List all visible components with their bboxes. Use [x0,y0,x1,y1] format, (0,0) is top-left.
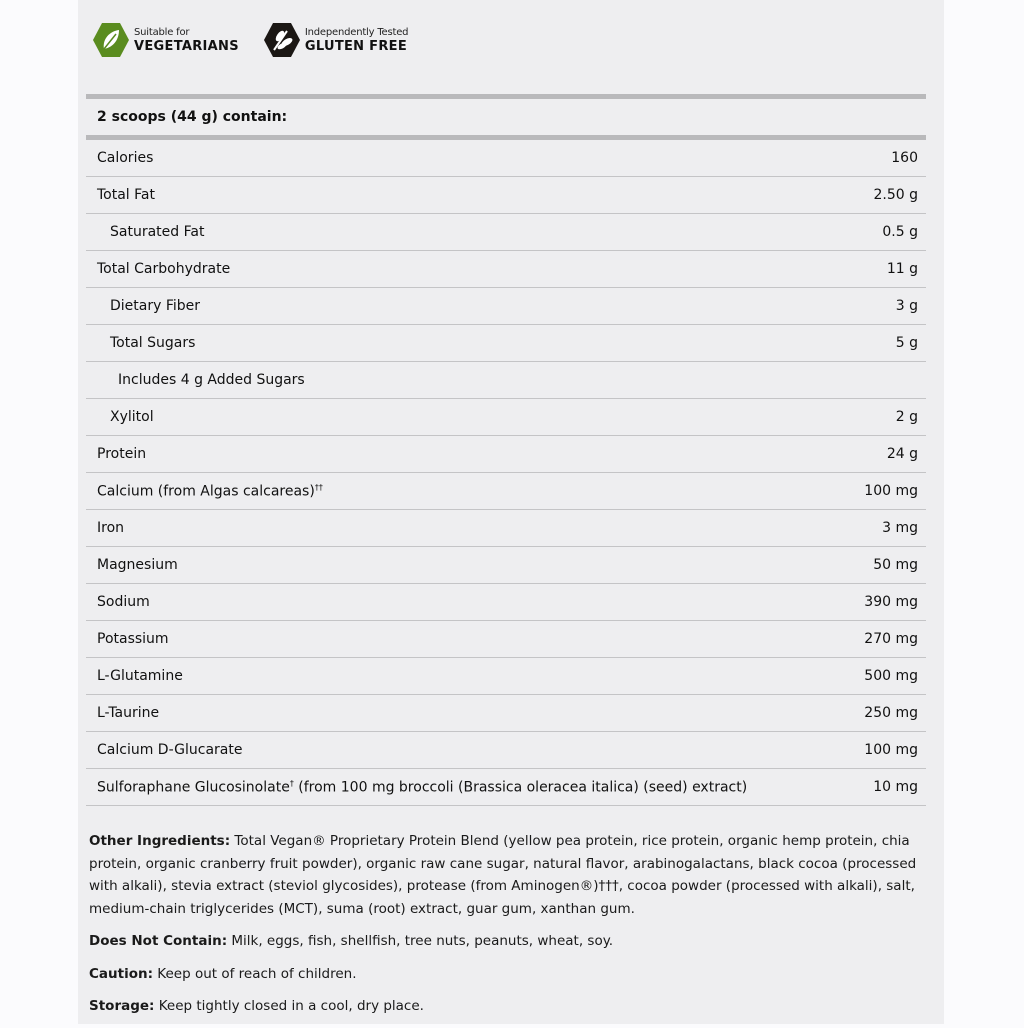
table-row [86,658,926,695]
nutrient-name [97,446,146,462]
caution [89,963,925,986]
table-row [86,214,926,251]
nutrient-label: Dietary Fiber [110,298,201,314]
nutrient-amount: 3 mg [882,520,918,536]
nutrient-name [97,409,154,425]
badge-big-text: GLUTEN FREE [304,38,408,54]
nutrient-label: L-Taurine [97,705,160,721]
serving-size-header: 2 scoops (44 g) contain: [97,109,288,125]
nutrient-label: Sodium [97,594,150,610]
gluten-free-badge [263,21,408,59]
nutrient-name [97,187,155,203]
leaf-icon [92,21,130,59]
nutrient-label: Calcium (from Algas calcareas) [97,483,315,500]
nutrition-table [86,94,926,806]
caution-text: Keep out of reach of children. [153,965,357,982]
badge-big-text: VEGETARIANS [134,38,239,54]
does-not-contain-label: Does Not Contain: [89,933,228,949]
nutrient-label: L-Glutamine [97,668,183,684]
nutrient-name [97,520,124,536]
footnote-marker: †† [314,482,323,492]
table-row [86,769,926,806]
nutrient-name [97,779,747,796]
nutrient-name [97,705,159,721]
table-row [86,362,926,399]
nutrient-label: Total Sugars [110,335,196,351]
nutrient-name [97,631,169,647]
nutrient-label: Total Carbohydrate [97,261,231,277]
nutrient-label: Xylitol [110,409,154,425]
nutrient-amount: 390 mg [864,594,918,610]
table-row [86,177,926,214]
nutrient-name [97,594,150,610]
storage [89,995,925,1018]
nutrient-label: Calories [97,150,154,166]
nutrient-name [97,224,204,240]
badge-small-text: Suitable for [134,26,190,38]
table-row [86,436,926,473]
nutrient-amount: 24 g [886,446,918,462]
nutrient-name [97,483,323,500]
table-row [86,547,926,584]
other-ingredients [89,830,925,920]
nutrient-amount: 10 mg [873,779,918,795]
nutrient-label: Potassium [97,631,169,647]
nutrient-amount: 0.5 g [882,224,918,240]
storage-label: Storage: [89,998,155,1014]
nutrient-name [97,150,153,166]
table-row [86,140,926,177]
table-row [86,695,926,732]
nutrient-amount: 100 mg [864,483,918,499]
nutrient-label: Iron [97,520,125,536]
storage-text: Keep tightly closed in a cool, dry place. [154,998,424,1014]
other-ingredients-text: Total Vegan® Proprietary Protein Blend (yellow pea protein, rice protein, organic hemp protein, chia protein, organic cranberry fruit powder), organic raw cane sugar, natural flavor, arabinogalactans, black cocoa (processed with alkali), stevia extract (steviol glycosides), protease (from Aminogen®)†††, cocoa powder (processed with alkali), salt, medium-chain triglycerides (MCT), suma (root) extract, guar gum, xanthan gum. [89,833,917,917]
does-not-contain [89,930,925,953]
nutrient-amount: 270 mg [864,631,918,647]
caution-label: Caution: [89,965,153,982]
footnote-marker: † [289,778,294,788]
table-row [86,510,926,547]
nutrient-name [97,335,195,351]
badge-small-text: Independently Tested [304,26,409,38]
nutrient-name [97,261,230,277]
wheat-icon [263,21,301,59]
nutrient-amount: 3 g [895,298,918,314]
nutrient-amount: 11 g [886,261,918,277]
nutrient-amount: 50 mg [873,557,918,573]
certification-badges [92,20,432,60]
table-row [86,399,926,436]
nutrient-label: Sulforaphane Glucosinolate [97,779,290,796]
nutrient-label: Calcium D-Glucarate [97,742,243,758]
nutrient-label: Saturated Fat [110,224,205,240]
does-not-contain-text: Milk, eggs, fish, shellfish, tree nuts, peanuts, wheat, soy. [227,933,614,949]
nutrient-amount: 100 mg [864,742,918,758]
vegetarian-badge [92,21,239,59]
table-row [86,325,926,362]
supplement-facts-panel [78,0,944,1024]
table-row [86,473,926,510]
table-row [86,288,926,325]
nutrient-amount: 2.50 g [873,187,918,203]
table-row [86,732,926,769]
table-row [86,584,926,621]
nutrient-amount: 160 [891,150,918,166]
nutrient-source: (from 100 mg broccoli (Brassica oleracea italica) (seed) extract) [293,779,748,796]
nutrient-name [97,557,178,573]
table-row [86,251,926,288]
other-ingredients-label: Other Ingredients: [89,833,231,849]
nutrient-amount: 250 mg [864,705,918,721]
nutrient-amount: 500 mg [864,668,918,684]
table-row [86,621,926,658]
nutrient-name [97,668,183,684]
nutrient-amount: 2 g [895,409,918,425]
nutrient-name [97,372,305,388]
nutrient-label: Total Fat [97,187,155,203]
nutrient-label: Protein [97,446,147,462]
nutrient-label: Magnesium [97,557,178,573]
nutrient-name [97,742,242,758]
nutrient-label: Includes 4 g Added Sugars [118,372,305,388]
nutrient-name [97,298,200,314]
product-notes [89,830,925,1028]
nutrient-amount: 5 g [895,335,918,351]
